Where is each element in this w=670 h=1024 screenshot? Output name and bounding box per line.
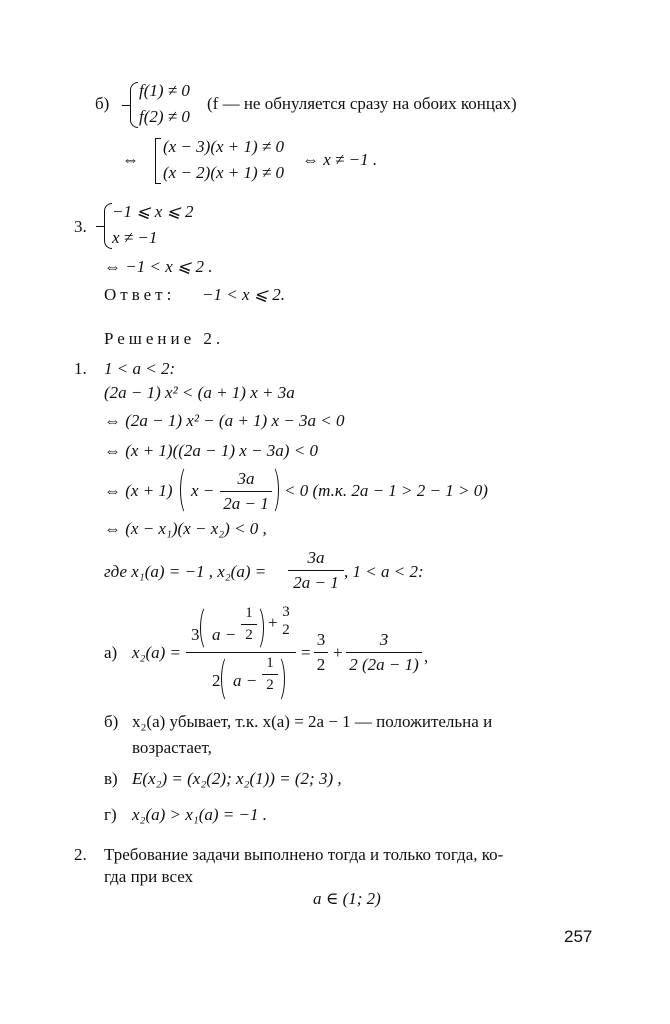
- math-formula: a ∈ (1; 2): [313, 889, 381, 908]
- note-text: (f — не обнуляется сразу на обоих концах): [207, 94, 517, 113]
- item-marker-b: б): [95, 94, 110, 113]
- item-marker-b2: б): [104, 712, 119, 731]
- fraction-denominator: 2: [282, 622, 290, 639]
- result-text: ⇔ x ≠ −1 .: [302, 150, 378, 169]
- fraction-numerator: 1: [245, 605, 253, 621]
- plus-sign: +: [333, 643, 343, 662]
- system-brace: [104, 203, 112, 249]
- math-text: a −: [233, 671, 258, 690]
- fraction-numerator: 3a: [307, 548, 325, 567]
- fraction-denominator: 2: [245, 627, 253, 644]
- item-number: 3.: [74, 217, 87, 236]
- right-paren: [264, 465, 279, 515]
- paragraph-line: Требование задачи выполнено тогда и только тогда, ко-: [104, 845, 504, 864]
- item-marker-g: г): [104, 805, 117, 824]
- math-text: , 1 < a < 2:: [344, 562, 424, 581]
- equivalence-symbol: ⇔: [122, 150, 139, 169]
- set-line: (x − 2)(x + 1) ≠ 0: [163, 163, 285, 182]
- paragraph-line: возрастает,: [132, 738, 212, 757]
- right-paren: [249, 605, 264, 651]
- right-paren: [270, 655, 285, 703]
- fraction-denominator: 2 (2a − 1): [349, 654, 419, 674]
- system-line: f(1) ≠ 0: [139, 81, 190, 100]
- fraction-denominator: 2: [316, 654, 326, 674]
- item-number: 2.: [74, 845, 87, 864]
- item-marker-a: а): [104, 643, 118, 662]
- fraction-numerator: 3a: [237, 469, 255, 488]
- system-line: x ≠ −1: [112, 228, 158, 247]
- math-text: x₂(a) =: [132, 643, 181, 662]
- math-text: 3: [191, 625, 200, 644]
- fraction-bar: [314, 652, 328, 653]
- fraction-denominator: 2a − 1: [223, 493, 269, 513]
- item-marker-v: в): [104, 769, 118, 788]
- fraction: [288, 548, 344, 592]
- math-line: ⇔ (x + 1)((2a − 1) x − 3a) < 0: [104, 441, 318, 460]
- math-line: ⇔ (x − x₁)(x − x₂) < 0 ,: [104, 519, 267, 538]
- system-line: f(2) ≠ 0: [139, 107, 190, 126]
- fraction: [279, 604, 293, 640]
- math-text: a −: [212, 625, 237, 644]
- fraction-numerator: 3: [282, 604, 290, 620]
- paragraph-line: гда при всех: [104, 867, 194, 886]
- math-line: x₂(a) > x₁(a) = −1 .: [132, 805, 267, 824]
- fraction-bar: [186, 652, 296, 653]
- fraction: [314, 630, 328, 674]
- set-line: (x − 3)(x + 1) ≠ 0: [163, 137, 285, 156]
- section-heading: Решение 2.: [104, 329, 225, 348]
- fraction-denominator: 2a − 1: [293, 572, 339, 592]
- equivalence-line: ⇔ −1 < x ⩽ 2 .: [104, 257, 213, 276]
- fraction-denominator: 2: [266, 677, 274, 694]
- equals-sign: =: [301, 643, 311, 662]
- page-number: 257: [564, 927, 593, 946]
- math-line: где x₁(a) = −1 , x₂(a) =: [104, 562, 267, 581]
- answer-value: −1 < x ⩽ 2.: [202, 285, 285, 304]
- math-line: (2a − 1) x² < (a + 1) x + 3a: [104, 383, 295, 402]
- paragraph-line: x₂(a) убывает, т.к. x(a) = 2a − 1 — положительна и: [132, 712, 493, 731]
- comma: ,: [424, 647, 429, 666]
- fraction-numerator: 3: [316, 630, 326, 649]
- answer-label: Ответ:: [104, 285, 176, 304]
- set-bracket: [155, 138, 161, 184]
- math-line: 1 < a < 2:: [104, 359, 176, 378]
- math-text: < 0 (т.к. 2a − 1 > 2 − 1 > 0): [284, 481, 488, 500]
- math-text: +: [268, 613, 278, 632]
- fraction-bar: [346, 652, 422, 653]
- fraction-bar: [288, 570, 344, 571]
- math-line: ⇔ (2a − 1) x² − (a + 1) x − 3a < 0: [104, 411, 345, 430]
- fraction-numerator: 3: [379, 630, 389, 649]
- system-brace: [130, 82, 138, 128]
- fraction: [346, 630, 422, 674]
- math-text: x −: [191, 481, 215, 500]
- item-number: 1.: [74, 359, 87, 378]
- math-line: ⇔ (x + 1): [104, 481, 173, 500]
- system-line: −1 ⩽ x ⩽ 2: [112, 202, 194, 221]
- math-text: 2: [212, 671, 221, 690]
- math-line: E(x₂) = (x₂(2); x₂(1)) = (2; 3) ,: [132, 769, 342, 788]
- fraction-numerator: 1: [266, 655, 274, 671]
